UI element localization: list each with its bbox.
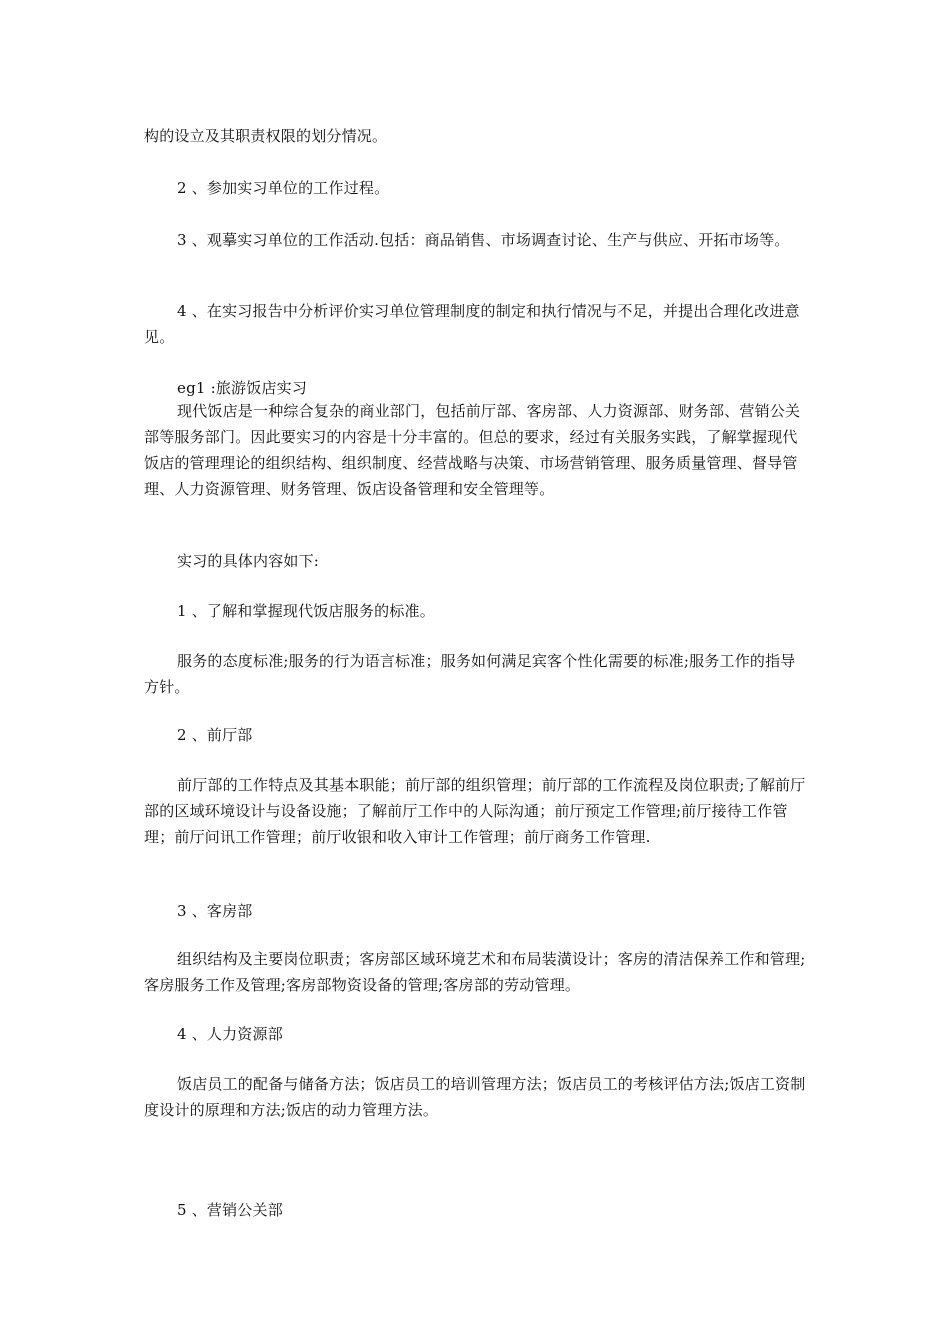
paragraph-org-structure: 构的设立及其职责权限的划分情况。 [144, 127, 388, 145]
paragraph-housekeeping: 组织结构及主要岗位职责；客房部区域环境艺术和布局装潢设计；客房的清洁保养工作和管理;客房服务工作及管理;客房部物资设备的管理;客房部的劳动管理。 [144, 950, 806, 994]
paragraph-hotel-intro: 现代饭店是一种综合复杂的商业部门，包括前厅部、客房部、人力资源部、财务部、营销公关部等服务部门。因此要实习的内容是十分丰富的。但总的要求，经过有关服务实践，了解掌握现代饭店的管理理论的组织结构、组织制度、经营战略与决策、市场营销管理、服务质量管理、督导管理、人力资源管理、财务管理、饭店设备管理和安全管理等。 [144, 402, 801, 498]
paragraph-example-heading: eg1 :旅游饭店实习 [177, 379, 308, 397]
paragraph-section-4: 4 、人力资源部 [177, 1025, 283, 1043]
paragraph-item-3: 3 、观摹实习单位的工作活动.包括：商品销售、市场调查讨论、生产与供应、开拓市场等。 [177, 231, 790, 249]
paragraph-front-office: 前厅部的工作特点及其基本职能；前厅部的组织管理；前厅部的工作流程及岗位职责;了解前厅部的区域环境设计与设备设施；了解前厅工作中的人际沟通；前厅预定工作管理;前厅接待工作管理；前厅问讯工作管理；前厅收银和收入审计工作管理；前厅商务工作管理. [144, 776, 806, 846]
paragraph-item-2: 2 、参加实习单位的工作过程。 [177, 179, 390, 197]
paragraph-item-4: 4 、在实习报告中分析评价实习单位管理制度的制定和执行情况与不足，并提出合理化改进意见。 [144, 302, 800, 346]
paragraph-section-3: 3 、客房部 [177, 902, 253, 920]
paragraph-section-1: 1 、了解和掌握现代饭店服务的标准。 [177, 602, 435, 620]
paragraph-human-resources: 饭店员工的配备与储备方法；饭店员工的培训管理方法；饭店员工的考核评估方法;饭店工资制度设计的原理和方法;饭店的动力管理方法。 [144, 1075, 806, 1119]
paragraph-section-5: 5 、营销公关部 [177, 1201, 283, 1219]
paragraph-section-2: 2 、前厅部 [177, 726, 253, 744]
paragraph-service-standards: 服务的态度标准;服务的行为语言标准；服务如何满足宾客个性化需要的标准;服务工作的指导方针。 [144, 652, 796, 696]
paragraph-content-intro: 实习的具体内容如下: [177, 552, 320, 570]
